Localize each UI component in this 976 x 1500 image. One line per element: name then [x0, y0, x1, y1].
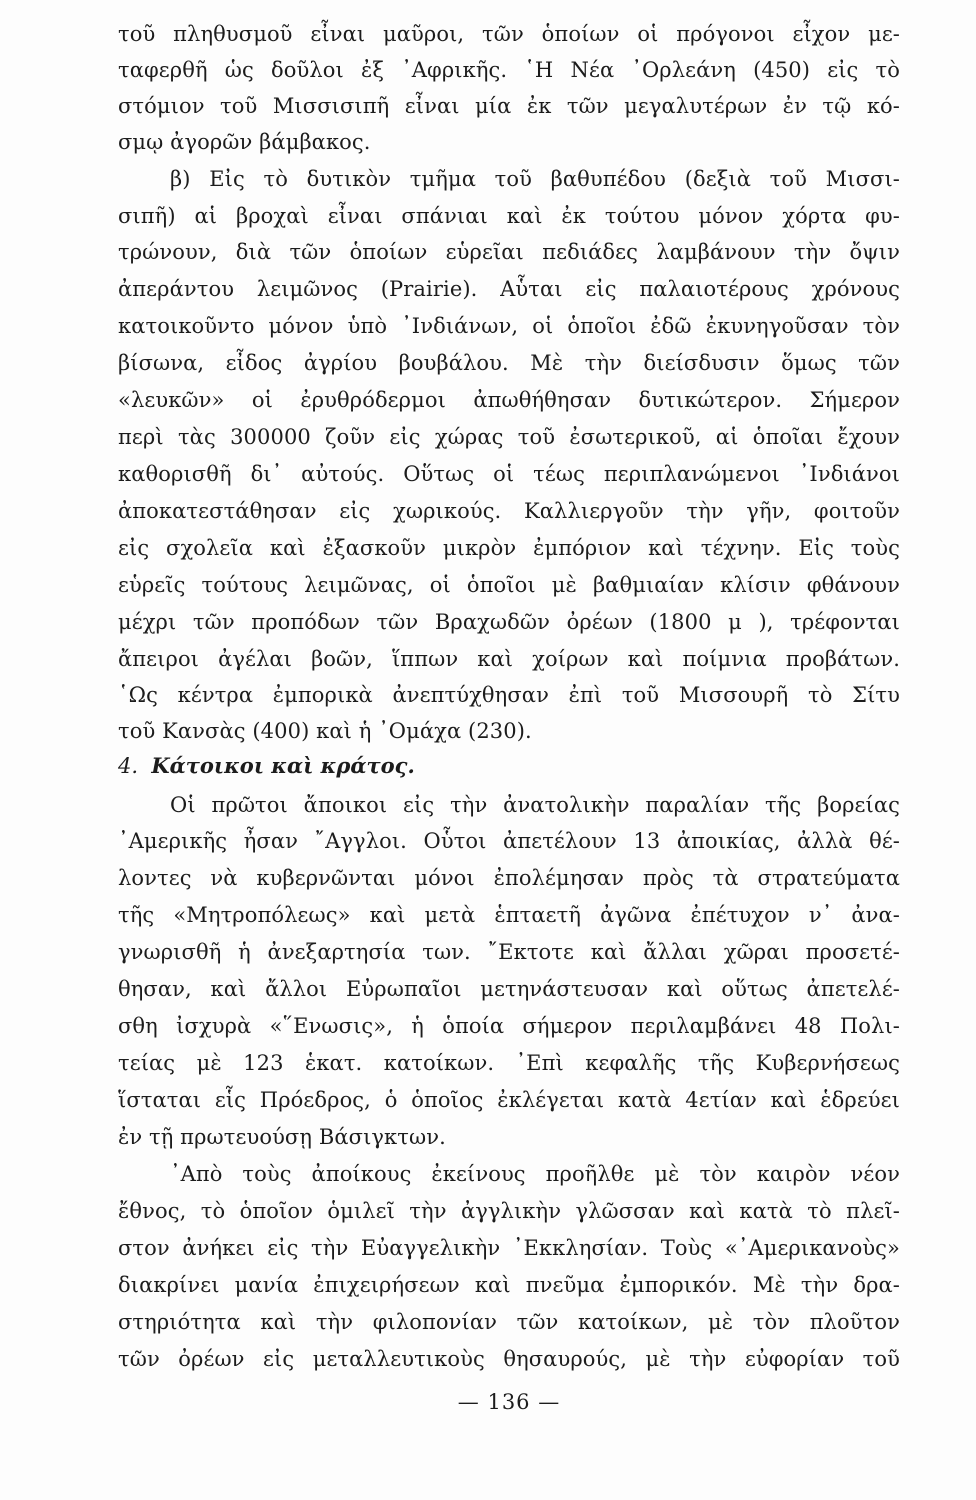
- text-line: ᾿Αμερικῆς ἦσαν ῎Αγγλοι. Οὗτοι ἀπετέλουν 13 ἀποικίας, ἀλλὰ θέ-: [118, 829, 900, 853]
- text-line: ἀποκατεστάθησαν εἰς χωρικούς. Καλλιεργοῦν τὴν γῆν, φοιτοῦν: [118, 499, 900, 523]
- section-title: Κάτοικοι καὶ κράτος.: [151, 753, 415, 778]
- text-line: ἐν τῇ πρωτευούσῃ Βάσιγκτων.: [118, 1125, 446, 1149]
- book-page: [118, 14, 900, 1484]
- text-line: διακρίνει μανία ἐπιχειρήσεων καὶ πνεῦμα ἐμπορικόν. Μὲ τὴν δρα-: [118, 1273, 900, 1297]
- text-line: στηριότητα καὶ τὴν φιλοπονίαν τῶν κατοίκων, μὲ τὸν πλοῦτον: [118, 1310, 900, 1334]
- text-line: «λευκῶν» οἱ ἐρυθρόδερμοι ἀπωθήθησαν δυτικώτερον. Σήμερον: [118, 388, 900, 412]
- text-line: τῶν ὀρέων εἰς μεταλλευτικοὺς θησαυρούς, μὲ τὴν εὐφορίαν τοῦ: [118, 1347, 900, 1371]
- text-line: τοῦ Κανσὰς (400) καὶ ἡ ᾿Ομάχα (230).: [118, 719, 532, 743]
- text-line: θησαν, καὶ ἄλλοι Εὐρωπαῖοι μετηνάστευσαν καὶ οὕτως ἀπετελέ-: [118, 977, 900, 1001]
- paragraph-start-line: Οἱ πρῶτοι ἄποικοι εἰς τὴν ἀνατολικὴν παραλίαν τῆς βορείας: [170, 793, 900, 817]
- text-line: ῾Ως κέντρα ἐμπορικὰ ἀνεπτύχθησαν ἐπὶ τοῦ Μισσουρῆ τὸ Σίτυ: [118, 683, 900, 707]
- paragraph-start-line: β) Εἰς τὸ δυτικὸν τμῆμα τοῦ βαθυπέδου (δεξιὰ τοῦ Μισσι-: [170, 167, 900, 191]
- text-line: βίσωνα, εἶδος ἀγρίου βουβάλου. Μὲ τὴν διείσδυσιν ὅμως τῶν: [118, 351, 900, 375]
- paragraph-start-line: ᾿Απὸ τοὺς ἀποίκους ἐκείνους προῆλθε μὲ τὸν καιρὸν νέον: [170, 1162, 900, 1186]
- text-line: κατοικοῦντο μόνον ὑπὸ ᾿Ινδιάνων, οἱ ὁποῖοι ἐδῶ ἐκυνηγοῦσαν τὸν: [118, 314, 900, 338]
- text-line: τῆς «Μητροπόλεως» καὶ μετὰ ἑπταετῆ ἀγῶνα ἐπέτυχον ν᾿ ἀνα-: [118, 903, 900, 927]
- text-line: γνωρισθῆ ἡ ἀνεξαρτησία των. ῎Εκτοτε καὶ ἄλλαι χῶραι προσετέ-: [118, 940, 900, 964]
- section-number: 4.: [118, 754, 139, 778]
- text-line: σμῳ ἀγορῶν βάμβακος.: [118, 130, 371, 154]
- text-line: τοῦ πληθυσμοῦ εἶναι μαῦροι, τῶν ὁποίων οἱ πρόγονοι εἶχον με-: [118, 22, 900, 46]
- text-line: περὶ τὰς 300000 ζοῦν εἰς χώρας τοῦ ἐσωτερικοῦ, αἱ ὁποῖαι ἔχουν: [118, 425, 900, 449]
- text-line: σθη ἰσχυρὰ «῞Ενωσις», ἡ ὁποία σήμερον περιλαμβάνει 48 Πολι-: [118, 1014, 900, 1038]
- text-line: λοντες νὰ κυβερνῶνται μόνοι ἐπολέμησαν πρὸς τὰ στρατεύματα: [118, 866, 900, 890]
- text-line: ἔθνος, τὸ ὁποῖον ὁμιλεῖ τὴν ἀγγλικὴν γλῶσσαν καὶ κατὰ τὸ πλεῖ-: [118, 1199, 900, 1223]
- text-line: στον ἀνήκει εἰς τὴν Εὐαγγελικὴν ᾿Εκκλησίαν. Τοὺς «᾿Αμερικανοὺς»: [118, 1236, 900, 1260]
- text-line: εἰς σχολεῖα καὶ ἐξασκοῦν μικρὸν ἐμπόριον καὶ τέχνην. Εἰς τοὺς: [118, 536, 900, 560]
- text-line: ἵσταται εἷς Πρόεδρος, ὁ ὁποῖος ἐκλέγεται κατὰ 4ετίαν καὶ ἑδρεύει: [118, 1088, 900, 1112]
- section-heading: [118, 746, 415, 786]
- text-line: σιπῆ) αἱ βροχαὶ εἶναι σπάνιαι καὶ ἐκ τούτου μόνον χόρτα φυ-: [118, 204, 900, 228]
- text-line: στόμιον τοῦ Μισσισιπῆ εἶναι μία ἐκ τῶν μεγαλυτέρων ἐν τῷ κό-: [118, 94, 900, 118]
- text-line: τείας μὲ 123 ἑκατ. κατοίκων. ᾿Επὶ κεφαλῆς τῆς Κυβερνήσεως: [118, 1051, 900, 1075]
- page-number: — 136 —: [457, 1390, 561, 1414]
- text-line: ταφερθῆ ὡς δοῦλοι ἐξ ᾿Αφρικῆς. ῾Η Νέα ᾿Ορλεάνη (450) εἰς τὸ: [118, 58, 900, 82]
- text-line: καθορισθῆ δι᾿ αὐτούς. Οὕτως οἱ τέως περιπλανώμενοι ᾿Ινδιάνοι: [118, 462, 900, 486]
- text-line: μέχρι τῶν προπόδων τῶν Βραχωδῶν ὀρέων (1800 μ ), τρέφονται: [118, 610, 900, 634]
- text-line: τρώνουν, διὰ τῶν ὁποίων εὑρεῖαι πεδιάδες λαμβάνουν τὴν ὄψιν: [118, 240, 900, 264]
- text-line: εὑρεῖς τούτους λειμῶνας, οἱ ὁποῖοι μὲ βαθμιαίαν κλίσιν φθάνουν: [118, 573, 900, 597]
- text-line: ἀπεράντου λειμῶνος (Prairie). Αὗται εἰς παλαιοτέρους χρόνους: [118, 277, 900, 301]
- text-line: ἄπειροι ἀγέλαι βοῶν, ἵππων καὶ χοίρων καὶ ποίμνια προβάτων.: [118, 647, 900, 671]
